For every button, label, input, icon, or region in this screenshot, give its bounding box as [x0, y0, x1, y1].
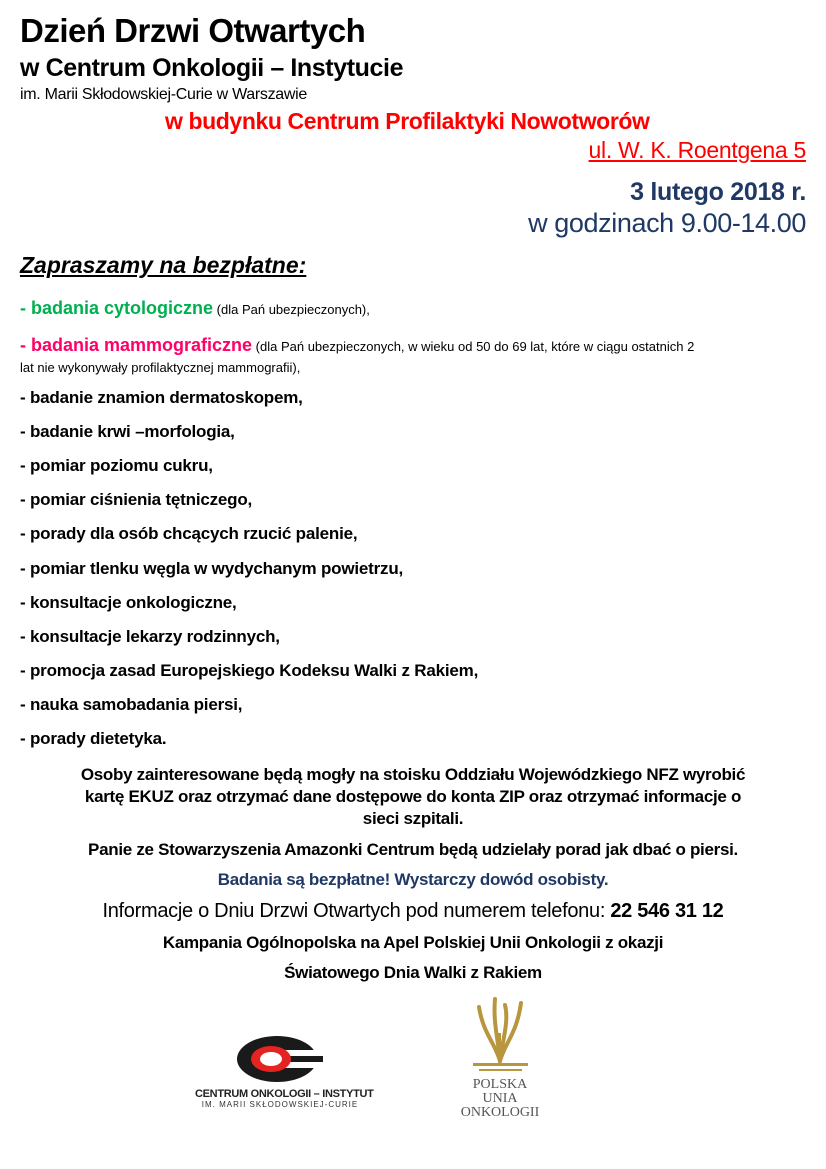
list-item: - promocja zasad Europejskiego Kodeksu Walki z Rakiem,	[20, 660, 479, 680]
event-date: 3 lutego 2018 r.	[630, 178, 806, 206]
page-title: Dzień Drzwi Otwartych	[20, 12, 366, 49]
list-item: - pomiar tlenku węgla w wydychanym powietrzu,	[20, 558, 404, 578]
list-item: - porady dla osób chcących rzucić palenie,	[20, 524, 358, 544]
list-item: - porady dietetyka.	[20, 729, 167, 748]
co-logo-icon	[237, 1035, 323, 1083]
list-item: - pomiar poziomu cukru,	[20, 456, 213, 476]
campaign-line-1: Kampania Ogólnopolska na Apel Polskiej Unii Onkologii z okazji	[162, 933, 664, 952]
mammography-note: lat nie wykonywały profilaktycznej mammografii),	[20, 360, 301, 375]
amazonki-note: Panie ze Stowarzyszenia Amazonki Centrum będą udzielały porad jak dbać o piersi.	[88, 840, 738, 859]
list-item: - konsultacje lekarzy rodzinnych,	[20, 626, 280, 646]
institute-name: im. Marii Skłodowskiej-Curie w Warszawie	[20, 86, 308, 103]
free-note: Badania są bezpłatne! Wystarczy dowód osobisty.	[217, 870, 609, 889]
flame-icon	[465, 993, 535, 1073]
address: ul. W. K. Roentgena 5	[588, 137, 806, 163]
invite-heading: Zapraszamy na bezpłatne:	[20, 252, 307, 278]
list-item: - pomiar ciśnienia tętniczego,	[20, 490, 253, 510]
nfz-paragraph: Osoby zainteresowane będą mogły na stoisku Oddziału Wojewódzkiego NFZ wyrobić kartę EKUZ oraz otrzymać dane dostępowe do konta ZIP oraz otrzymać informacje o sieci szpitali.	[80, 765, 746, 828]
list-item-mammography: - badania mammograficzne (dla Pań ubezpieczonych, w wieku od 50 do 69 lat, które w ciągu ostatnich 2	[20, 335, 695, 355]
list-item: - badanie znamion dermatoskopem,	[20, 388, 303, 407]
list-item: - nauka samobadania piersi,	[20, 694, 243, 714]
campaign-line-2: Światowego Dnia Walki z Rakiem	[284, 963, 542, 982]
polska-unia-onkologii-logo: POLSKA UNIA ONKOLOGII	[440, 993, 560, 1120]
list-item: - konsultacje onkologiczne,	[20, 592, 237, 612]
info-line: Informacje o Dniu Drzwi Otwartych pod numerem telefonu: 22 546 31 12	[102, 900, 724, 922]
centrum-onkologii-logo: CENTRUM ONKOLOGII – INSTYTUT IM. MARII SKŁODOWSKIEJ-CURIE	[195, 1035, 365, 1109]
phone-number: 22 546 31 12	[610, 900, 724, 922]
event-hours: w godzinach 9.00-14.00	[528, 208, 806, 238]
list-item-cytology: - badania cytologiczne (dla Pań ubezpieczonych),	[20, 298, 370, 318]
subtitle: w Centrum Onkologii – Instytucie	[20, 54, 404, 82]
building-name: w budynku Centrum Profilaktyki Nowotworów	[165, 108, 650, 134]
list-item: - badanie krwi –morfologia,	[20, 422, 235, 442]
